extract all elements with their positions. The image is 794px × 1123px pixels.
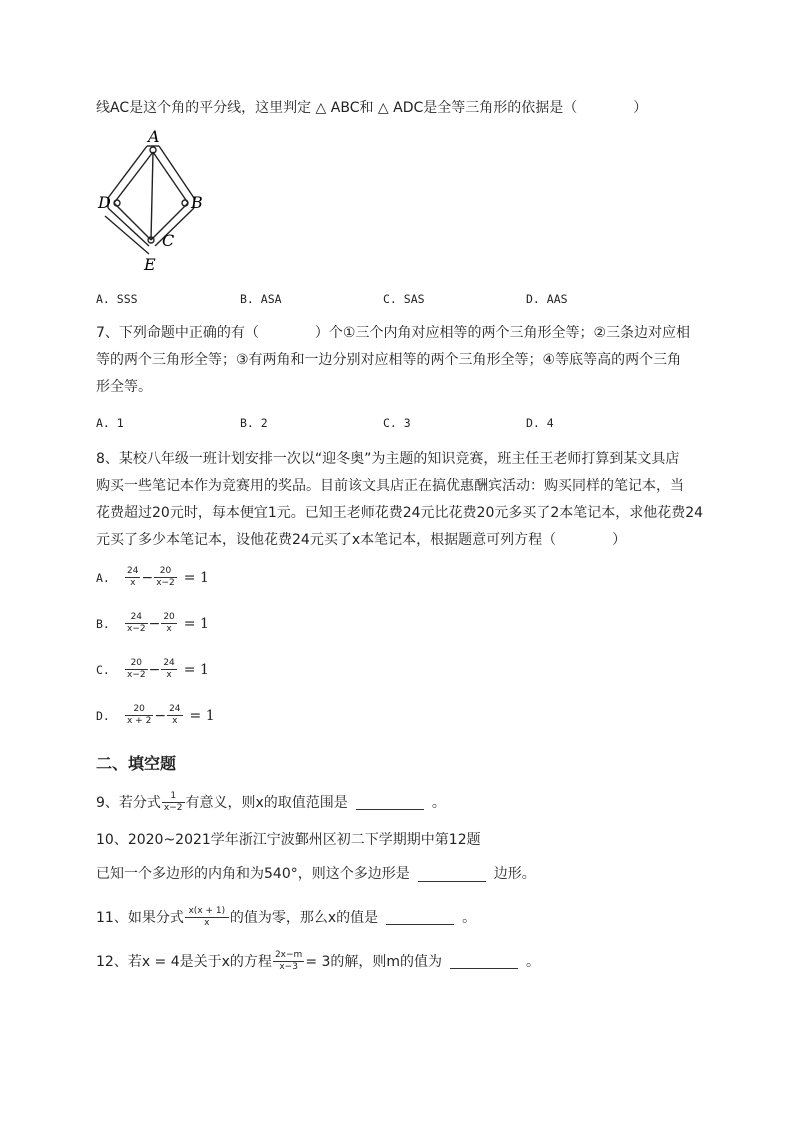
q12-answer-blank[interactable]	[450, 954, 518, 969]
q9-text: 有意义，则x的取值范围是	[185, 794, 348, 811]
fraction-numerator: 20	[154, 566, 177, 578]
label-d: D	[98, 193, 111, 212]
q11-fraction	[185, 906, 229, 929]
fraction-denominator: x−2	[163, 803, 183, 813]
fraction-denominator: x + 2	[127, 716, 152, 726]
fraction	[161, 612, 176, 635]
fraction-denominator: x	[204, 918, 210, 928]
fraction-numerator: 20	[125, 658, 148, 670]
fraction	[125, 704, 153, 727]
fraction-numerator: 24	[127, 566, 139, 576]
fraction-denominator: x−3	[279, 962, 298, 972]
q8-option-a[interactable]	[96, 566, 209, 589]
fraction-numerator: x(x + 1)	[185, 906, 229, 918]
q11	[96, 906, 476, 929]
q7-line-1: 7、下列命题中正确的有（ ）个①三个内角对应相等的两个三角形全等；②三条边对应相	[96, 325, 691, 341]
fraction-numerator: 20	[125, 704, 153, 716]
option-label: A.	[96, 570, 110, 585]
fraction	[161, 658, 176, 681]
option-label: C.	[96, 662, 110, 677]
fraction-numerator: 1	[162, 791, 185, 803]
q12-text: = 3的解，则m的值为	[305, 953, 443, 970]
q8-option-c[interactable]	[96, 658, 209, 681]
q12-prefix: 12、若x = 4是关于x的方程	[96, 953, 272, 970]
fraction-numerator: 24	[125, 612, 148, 624]
fraction-denominator: x	[130, 578, 136, 588]
minus-sign: −	[141, 569, 154, 586]
q10-source: 10、2020~2021学年浙江宁波鄞州区初二下学期期中第12题	[96, 832, 481, 848]
q11-prefix: 11、如果分式	[96, 909, 184, 926]
label-b: B	[191, 193, 203, 212]
fraction-denominator: x−2	[127, 624, 146, 634]
q8-option-b[interactable]	[96, 612, 209, 635]
q12-end: 。	[526, 953, 541, 970]
label-e: E	[144, 255, 156, 274]
kite-figure	[92, 124, 212, 274]
q10-answer-blank[interactable]	[418, 867, 486, 882]
fraction	[125, 566, 140, 589]
q8-line-2: 购买一些笔记本作为竞赛用的奖品。目前该文具店正在搞优惠酬宾活动：购买同样的笔记本，当	[96, 478, 684, 494]
q7-line-3: 形全等。	[96, 379, 152, 395]
option-label: B.	[96, 616, 110, 631]
fraction-denominator: x	[172, 716, 178, 726]
fraction	[154, 566, 177, 589]
fraction-numerator: 20	[163, 612, 175, 622]
q12	[96, 950, 540, 973]
q7-option-b[interactable]: B. 2	[240, 416, 268, 430]
q6-option-c[interactable]: C. SAS	[383, 292, 425, 306]
equation-rhs: = 1	[183, 661, 209, 678]
q6-intro: 线AC是这个角的平分线，这里判定 △ ABC和 △ ADC是全等三角形的依据是（ ）	[96, 100, 648, 116]
q7-line-2: 等的两个三角形全等；③有两角和一边分别对应相等的两个三角形全等；④等底等高的两个三角	[96, 352, 682, 368]
fraction-denominator: x	[166, 670, 172, 680]
q6-option-b[interactable]: B. ASA	[240, 292, 282, 306]
label-c: C	[162, 231, 175, 250]
option-label: D.	[96, 708, 110, 723]
q7-option-c[interactable]: C. 3	[383, 416, 411, 430]
fraction-denominator: x−2	[156, 578, 175, 588]
q9	[96, 791, 446, 814]
fraction	[167, 704, 182, 727]
q11-answer-blank[interactable]	[386, 910, 454, 925]
q10-end: 边形。	[493, 866, 536, 882]
fraction	[125, 658, 148, 681]
equation-rhs: = 1	[189, 707, 215, 724]
q8-option-d[interactable]	[96, 704, 215, 727]
q6-option-d[interactable]: D. AAS	[526, 292, 568, 306]
fraction-denominator: x	[166, 624, 172, 634]
equation-rhs: = 1	[183, 615, 209, 632]
minus-sign: −	[148, 615, 161, 632]
fraction-numerator: 2x−m	[274, 950, 303, 960]
q6-option-a[interactable]: A. SSS	[96, 292, 138, 306]
equation-rhs: = 1	[183, 569, 209, 586]
q7-option-d[interactable]: D. 4	[526, 416, 554, 430]
minus-sign: −	[154, 707, 167, 724]
fraction-numerator: 24	[169, 704, 181, 714]
q11-end: 。	[462, 909, 477, 926]
section-title: 二、填空题	[96, 754, 177, 773]
q9-end: 。	[431, 794, 446, 811]
fraction-numerator: 24	[163, 658, 175, 668]
q10-text: 已知一个多边形的内角和为540°，则这个多边形是	[96, 866, 410, 882]
q10	[96, 864, 536, 884]
minus-sign: −	[148, 661, 161, 678]
q9-answer-blank[interactable]	[356, 795, 424, 810]
q8-line-3: 花费超过20元时，每本便宜1元。已知王老师花费24元比花费20元多买了2本笔记本，求他花费24	[96, 505, 704, 521]
label-a: A	[148, 127, 160, 146]
q7-option-a[interactable]: A. 1	[96, 416, 124, 430]
q11-text: 的值为零，那么x的值是	[229, 909, 379, 926]
q12-fraction	[273, 950, 304, 973]
fraction	[125, 612, 148, 635]
q8-line-4: 元买了多少本笔记本，设他花费24元买了x本笔记本，根据题意可列方程（ ）	[96, 532, 627, 548]
q9-prefix: 9、若分式	[96, 794, 161, 811]
q8-line-1: 8、某校八年级一班计划安排一次以“迎冬奥”为主题的知识竞赛，班主任王老师打算到某文具店	[96, 451, 680, 467]
fraction-denominator: x−2	[127, 670, 146, 680]
q9-fraction	[162, 791, 185, 814]
